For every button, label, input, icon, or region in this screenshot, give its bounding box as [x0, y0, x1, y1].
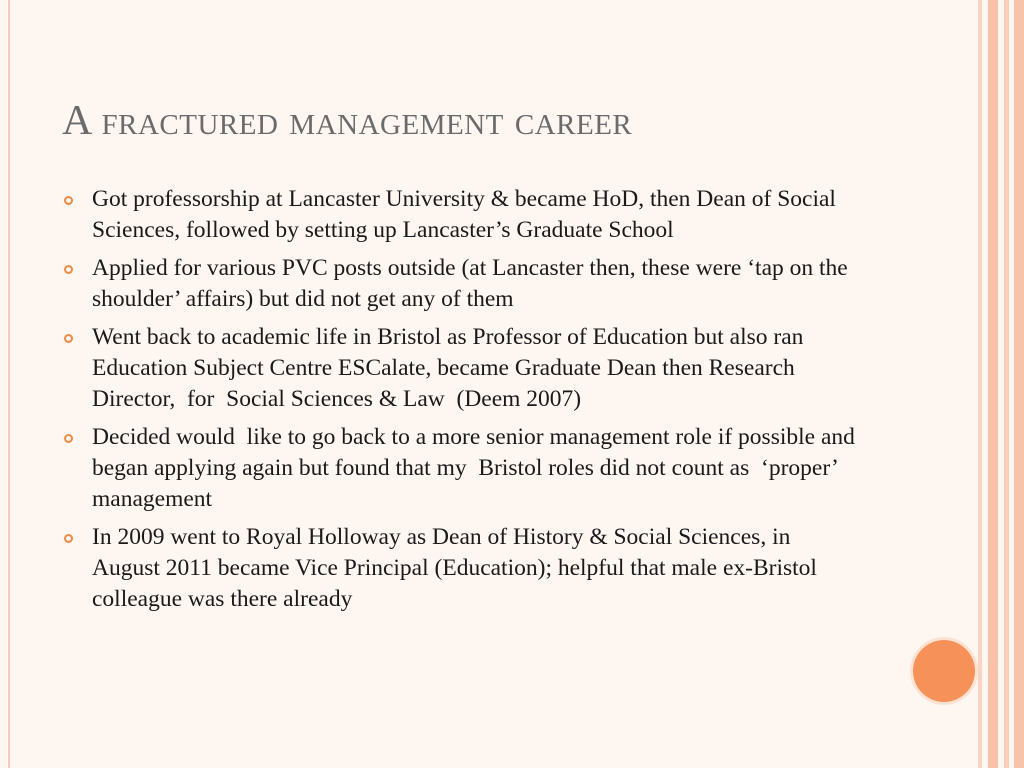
right-decor-stripe: [1004, 0, 1009, 768]
bullet-item: [62, 522, 862, 615]
right-decor-stripe: [978, 0, 982, 768]
bullet-item: [62, 184, 862, 246]
bullet-item: [62, 422, 862, 515]
decorative-circle: [913, 640, 975, 702]
bullet-list: [62, 184, 862, 622]
left-border-line: [8, 0, 10, 768]
ring-bullet-icon: [64, 534, 73, 543]
right-decor-stripe: [1014, 0, 1024, 768]
ring-bullet-icon: [64, 434, 73, 443]
bullet-text: Got professorship at Lancaster University & became HoD, then Dean of Social Sciences, followed by setting up Lancaster’s Graduate School: [92, 186, 842, 243]
bullet-item: [62, 322, 862, 415]
ring-bullet-icon: [64, 265, 73, 274]
bullet-text: In 2009 went to Royal Holloway as Dean of History & Social Sciences, in August 2011 became Vice Principal (Education); helpful that male ex-Bristol colleague was there already: [92, 524, 823, 612]
bullet-text: Decided would like to go back to a more senior management role if possible and began applying again but found that my Bristol roles did not count as ‘proper’ management: [92, 424, 861, 512]
bullet-item: [62, 253, 862, 315]
bullet-text: Applied for various PVC posts outside (at Lancaster then, these were ‘tap on the shoulder’ affairs) but did not get any of them: [92, 255, 854, 312]
right-decor-stripe: [988, 0, 998, 768]
slide-title: A fractured management career: [62, 98, 633, 144]
ring-bullet-icon: [64, 196, 73, 205]
bullet-text: Went back to academic life in Bristol as Professor of Education but also ran Education Subject Centre ESCalate, became Graduate Dean then Research Director, for Social Sciences & Law (Deem 2007): [92, 324, 810, 412]
ring-bullet-icon: [64, 334, 73, 343]
